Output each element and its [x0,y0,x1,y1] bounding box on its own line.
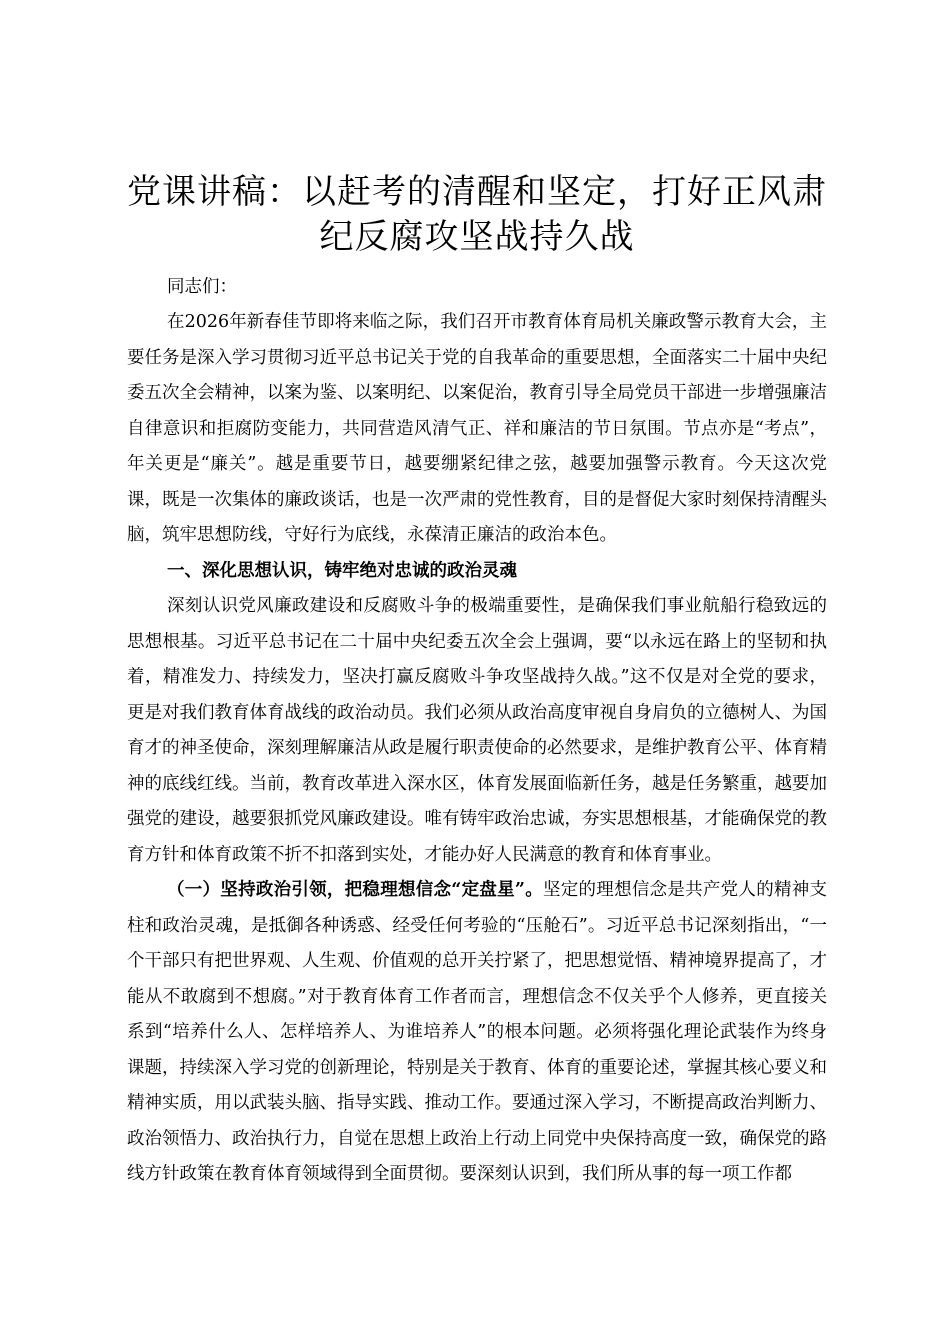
subsection-1-paragraph [127,873,827,1193]
document-page [127,170,827,1193]
salutation: 同志们： [167,277,237,297]
subsection-1-lead: （一）坚持政治引领，把稳理想信念“定盘星”。 [167,880,543,900]
subsection-1-body: 坚定的理想信念是共产党人的精神支柱和政治灵魂，是抵御各种诱惑、经受任何考验的“压舱石”。习近平总书记深刻指出，“一个干部只有把世界观、人生观、价值观的总开关拧紧了，把思想觉悟、精神境界提高了，才能从不敢腐到不想腐。”对于教育体育工作者而言，理想信念不仅关乎个人修养，更直接关系到“培养什么人、怎样培养人、为谁培养人”的根本问题。必须将强化理论武装作为终身课题，持续深入学习党的创新理论，特别是关于教育、体育的重要论述，掌握其核心要义和精神实质，用以武装头脑、指导实践、推动工作。要通过深入学习，不断提高政治判断力、政治领悟力、政治执行力，自觉在思想上政治上行动上同党中央保持高度一致，确保党的路线方针政策在教育体育领域得到全面贯彻。要深刻认识到，我们所从事的每一项工作都 [127,880,827,1184]
document-title: 党课讲稿：以赶考的清醒和坚定，打好正风肃纪反腐攻坚战持久战 [127,172,827,257]
section-1-paragraph: 深刻认识党风廉政建设和反腐败斗争的极端重要性，是确保我们事业航船行稳致远的思想根基。习近平总书记在二十届中央纪委五次全会上强调，要“以永远在路上的坚韧和执着，精准发力、持续发力，坚决打赢反腐败斗争攻坚战持久战。”这不仅是对全党的要求，更是对我们教育体育战线的政治动员。我们必须从政治高度审视自身肩负的立德树人、为国育才的神圣使命，深刻理解廉洁从政是履行职责使命的必然要求，是维护教育公平、体育精神的底线红线。当前，教育改革进入深水区，体育发展面临新任务，越是任务繁重，越要加强党的建设，越要狠抓党风廉政建设。唯有铸牢政治忠诚，夯实思想根基，才能确保党的教育方针和体育政策不折不扣落到实处，才能办好人民满意的教育和体育事业。 [127,596,827,865]
intro-paragraph: 在2026年新春佳节即将来临之际，我们召开市教育体育局机关廉政警示教育大会，主要任务是深入学习贯彻习近平总书记关于党的自我革命的重要思想，全面落实二十届中央纪委五次全会精神，以案为鉴、以案明纪、以案促治，教育引导全局党员干部进一步增强廉洁自律意识和拒腐防变能力，共同营造风清气正、祥和廉洁的节日氛围。节点亦是“考点”，年关更是“廉关”。越是重要节日，越要绷紧纪律之弦，越要加强警示教育。今天这次党课，既是一次集体的廉政谈话，也是一次严肃的党性教育，目的是督促大家时刻保持清醒头脑，筑牢思想防线，守好行为底线，永葆清正廉洁的政治本色。 [127,312,827,545]
section-heading-1: 一、深化思想认识，铸牢绝对忠诚的政治灵魂 [167,560,517,581]
